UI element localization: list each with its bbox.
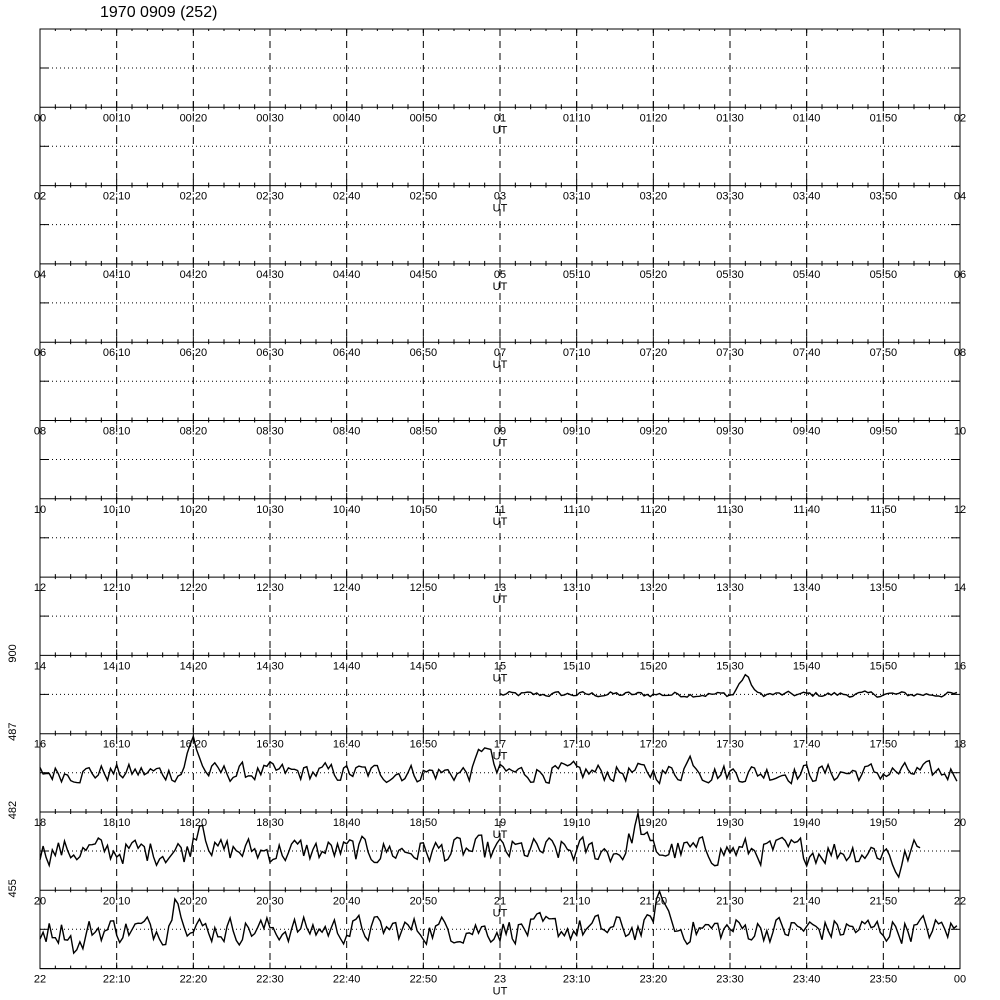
time-tick-label: 00 xyxy=(33,112,47,125)
time-tick-label: 01:50 xyxy=(869,112,898,125)
time-tick-label: 17:40 xyxy=(792,738,821,751)
time-tick-label: 15 xyxy=(493,660,507,673)
time-tick-label: 05:10 xyxy=(562,268,591,281)
time-tick-label: 03:50 xyxy=(869,190,898,203)
time-tick-label: 07:40 xyxy=(792,347,821,360)
time-tick-label: 15:40 xyxy=(792,660,821,673)
time-tick-label: 14:10 xyxy=(102,660,131,673)
time-tick-label: 00:50 xyxy=(409,112,438,125)
time-tick-label: 23:30 xyxy=(716,973,744,986)
time-tick-label: 11:50 xyxy=(869,503,897,516)
time-tick-label: 04:20 xyxy=(179,268,208,281)
time-tick-label: 22:30 xyxy=(256,973,284,986)
time-tick-label: 22:40 xyxy=(332,973,361,986)
time-tick-label: 10:40 xyxy=(332,503,361,516)
time-tick-label: 14 xyxy=(33,660,47,673)
ut-axis-label: UT xyxy=(492,515,508,528)
time-tick-label: 09:10 xyxy=(562,425,591,438)
time-tick-label: 22:20 xyxy=(179,973,208,986)
time-tick-label: 09:40 xyxy=(792,425,821,438)
time-tick-label: 16:30 xyxy=(256,738,284,751)
time-tick-label: 03 xyxy=(493,190,507,203)
time-tick-label: 13:30 xyxy=(716,582,744,595)
time-tick-label: 22:10 xyxy=(102,973,131,986)
time-tick-label: 21 xyxy=(493,895,507,908)
time-tick-label: 21:30 xyxy=(716,895,744,908)
time-tick-label: 07:10 xyxy=(562,347,591,360)
ut-axis-label: UT xyxy=(492,124,508,137)
time-tick-label: 14:40 xyxy=(332,660,361,673)
time-tick-label: 08:10 xyxy=(102,425,131,438)
time-tick-label: 09 xyxy=(493,425,507,438)
time-tick-label: 16 xyxy=(33,738,47,751)
time-tick-label: 13:20 xyxy=(639,582,668,595)
time-tick-label: 17:50 xyxy=(869,738,898,751)
time-tick-label: 15:30 xyxy=(716,660,744,673)
time-tick-label: 19:50 xyxy=(869,817,898,829)
time-tick-label: 16:50 xyxy=(409,738,438,751)
time-tick-label: 04:40 xyxy=(332,268,361,281)
time-tick-label: 12:10 xyxy=(102,582,131,595)
time-tick-label: 23:20 xyxy=(639,973,668,986)
time-tick-label: 13:40 xyxy=(792,582,821,595)
time-tick-label: 10:30 xyxy=(256,503,284,516)
ut-axis-label: UT xyxy=(492,202,508,215)
time-tick-label: 17:20 xyxy=(639,738,668,751)
time-tick-label: 09:20 xyxy=(639,425,668,438)
time-tick-label: 04:30 xyxy=(256,268,284,281)
time-tick-label: 12:30 xyxy=(256,582,284,595)
time-tick-label: 14 xyxy=(953,582,967,595)
time-tick-label: 00:20 xyxy=(179,112,208,125)
time-tick-label: 04 xyxy=(33,268,47,281)
time-tick-label: 11:20 xyxy=(639,503,667,516)
time-tick-label: 17:10 xyxy=(562,738,591,751)
time-tick-label: 22:50 xyxy=(409,973,438,986)
time-tick-label: 13:10 xyxy=(562,582,591,595)
row-side-label: 487 xyxy=(7,722,19,741)
time-tick-label: 12:20 xyxy=(179,582,208,595)
time-tick-label: 19:10 xyxy=(562,817,591,829)
time-tick-label: 00:40 xyxy=(332,112,361,125)
time-tick-label: 10:10 xyxy=(102,503,131,516)
time-tick-label: 18 xyxy=(953,738,967,751)
time-tick-label: 05:50 xyxy=(869,268,898,281)
time-tick-label: 00 xyxy=(953,973,967,986)
time-tick-label: 15:50 xyxy=(869,660,898,673)
time-tick-label: 21:40 xyxy=(792,895,821,908)
time-tick-label: 05:30 xyxy=(716,268,744,281)
ut-axis-label: UT xyxy=(492,594,508,607)
time-tick-label: 12:40 xyxy=(332,582,361,595)
time-tick-label: 02:30 xyxy=(256,190,284,203)
time-tick-label: 20 xyxy=(953,817,967,829)
time-tick-label: 02:50 xyxy=(409,190,438,203)
time-tick-label: 07 xyxy=(493,347,507,360)
time-tick-label: 21:50 xyxy=(869,895,898,908)
time-tick-label: 08:30 xyxy=(256,425,284,438)
time-tick-label: 03:20 xyxy=(639,190,668,203)
ut-axis-label: UT xyxy=(492,359,508,372)
row-side-label: 482 xyxy=(7,800,19,820)
time-tick-label: 06:10 xyxy=(102,347,131,360)
data-trace xyxy=(40,813,920,877)
data-trace xyxy=(500,675,957,697)
time-tick-label: 00:10 xyxy=(102,112,131,125)
time-tick-label: 23:50 xyxy=(869,973,898,986)
time-tick-label: 06 xyxy=(33,347,47,360)
time-tick-label: 14:50 xyxy=(409,660,438,673)
time-tick-label: 18 xyxy=(33,817,47,829)
time-tick-label: 16:40 xyxy=(332,738,361,751)
time-tick-label: 08:50 xyxy=(409,425,438,438)
time-tick-label: 00:30 xyxy=(256,112,284,125)
time-tick-label: 15:20 xyxy=(639,660,668,673)
time-tick-label: 11:30 xyxy=(716,503,744,516)
time-tick-label: 02:10 xyxy=(102,190,131,203)
time-tick-label: 21:20 xyxy=(639,895,668,908)
time-tick-label: 09:30 xyxy=(716,425,744,438)
time-tick-label: 02 xyxy=(953,112,967,125)
time-tick-label: 18:10 xyxy=(102,817,131,829)
time-tick-label: 22 xyxy=(953,895,967,908)
time-tick-label: 20:10 xyxy=(102,895,131,908)
time-tick-label: 01:40 xyxy=(792,112,821,125)
time-tick-label: 23:10 xyxy=(562,973,591,986)
time-tick-label: 12 xyxy=(33,582,47,595)
time-tick-label: 14:20 xyxy=(179,660,208,673)
time-tick-label: 21:10 xyxy=(562,895,591,908)
time-tick-label: 19:30 xyxy=(716,817,744,829)
time-tick-label: 10:50 xyxy=(409,503,438,516)
time-tick-label: 04:50 xyxy=(409,268,438,281)
time-tick-label: 07:50 xyxy=(869,347,898,360)
chart-title: 1970 0909 (252) xyxy=(100,4,218,21)
ut-axis-label: UT xyxy=(492,750,508,763)
time-tick-label: 18:20 xyxy=(179,817,208,829)
time-tick-label: 06:40 xyxy=(332,347,361,360)
time-tick-label: 01 xyxy=(493,112,507,125)
time-tick-label: 06:30 xyxy=(256,347,284,360)
time-tick-label: 02 xyxy=(33,190,47,203)
time-tick-label: 06 xyxy=(953,268,967,281)
time-tick-label: 16:10 xyxy=(102,738,131,751)
time-tick-label: 22 xyxy=(33,973,47,986)
time-tick-label: 17 xyxy=(493,738,507,751)
time-tick-label: 07:30 xyxy=(716,347,744,360)
row-side-label: 900 xyxy=(7,644,19,663)
time-tick-label: 10 xyxy=(953,425,967,438)
time-tick-label: 11:40 xyxy=(793,503,821,516)
ut-axis-label: UT xyxy=(492,829,508,841)
time-tick-label: 05:40 xyxy=(792,268,821,281)
time-tick-label: 11:10 xyxy=(563,503,591,516)
time-tick-label: 18:30 xyxy=(256,817,284,829)
time-tick-label: 03:10 xyxy=(562,190,591,203)
time-tick-label: 15:10 xyxy=(562,660,591,673)
time-tick-label: 09:50 xyxy=(869,425,898,438)
time-tick-label: 16 xyxy=(953,660,967,673)
time-tick-label: 08:20 xyxy=(179,425,208,438)
time-tick-label: 13:50 xyxy=(869,582,898,595)
time-tick-label: 01:10 xyxy=(562,112,591,125)
ut-axis-label: UT xyxy=(492,437,508,450)
time-tick-label: 16:20 xyxy=(179,738,208,751)
time-tick-label: 14:30 xyxy=(256,660,284,673)
time-tick-label: 10 xyxy=(33,503,47,516)
time-tick-label: 23:40 xyxy=(792,973,821,986)
time-tick-label: 12 xyxy=(953,503,967,516)
time-tick-label: 02:40 xyxy=(332,190,361,203)
time-tick-label: 19 xyxy=(493,817,507,829)
time-tick-label: 05:20 xyxy=(639,268,668,281)
time-tick-label: 04 xyxy=(953,190,967,203)
time-tick-label: 18:40 xyxy=(332,817,361,829)
time-tick-label: 06:50 xyxy=(409,347,438,360)
time-tick-label: 06:20 xyxy=(179,347,208,360)
time-tick-label: 05 xyxy=(493,268,507,281)
time-tick-label: 20:40 xyxy=(332,895,361,908)
ut-axis-label: UT xyxy=(492,907,508,920)
time-tick-label: 10:20 xyxy=(179,503,208,516)
time-tick-label: 02:20 xyxy=(179,190,208,203)
ut-axis-label: UT xyxy=(492,985,508,998)
time-tick-label: 07:20 xyxy=(639,347,668,360)
time-tick-label: 20:50 xyxy=(409,895,438,908)
time-tick-label: 08 xyxy=(33,425,47,438)
time-tick-label: 20 xyxy=(33,895,47,908)
time-tick-label: 17:30 xyxy=(716,738,744,751)
time-tick-label: 18:50 xyxy=(409,817,438,829)
time-tick-label: 23 xyxy=(493,973,507,986)
time-tick-label: 19:20 xyxy=(639,817,668,829)
ut-axis-label: UT xyxy=(492,280,508,293)
time-tick-label: 20:30 xyxy=(256,895,284,908)
row-side-label: 455 xyxy=(7,879,19,898)
time-tick-label: 03:40 xyxy=(792,190,821,203)
ut-axis-label: UT xyxy=(492,672,508,685)
time-tick-label: 12:50 xyxy=(409,582,438,595)
time-tick-label: 19:40 xyxy=(792,817,821,829)
time-tick-label: 04:10 xyxy=(102,268,131,281)
time-tick-label: 20:20 xyxy=(179,895,208,908)
time-tick-label: 13 xyxy=(493,582,507,595)
time-tick-label: 01:20 xyxy=(639,112,668,125)
time-tick-label: 08:40 xyxy=(332,425,361,438)
time-tick-label: 01:30 xyxy=(716,112,744,125)
time-tick-label: 08 xyxy=(953,347,967,360)
time-tick-label: 03:30 xyxy=(716,190,744,203)
time-tick-label: 11 xyxy=(494,503,506,516)
